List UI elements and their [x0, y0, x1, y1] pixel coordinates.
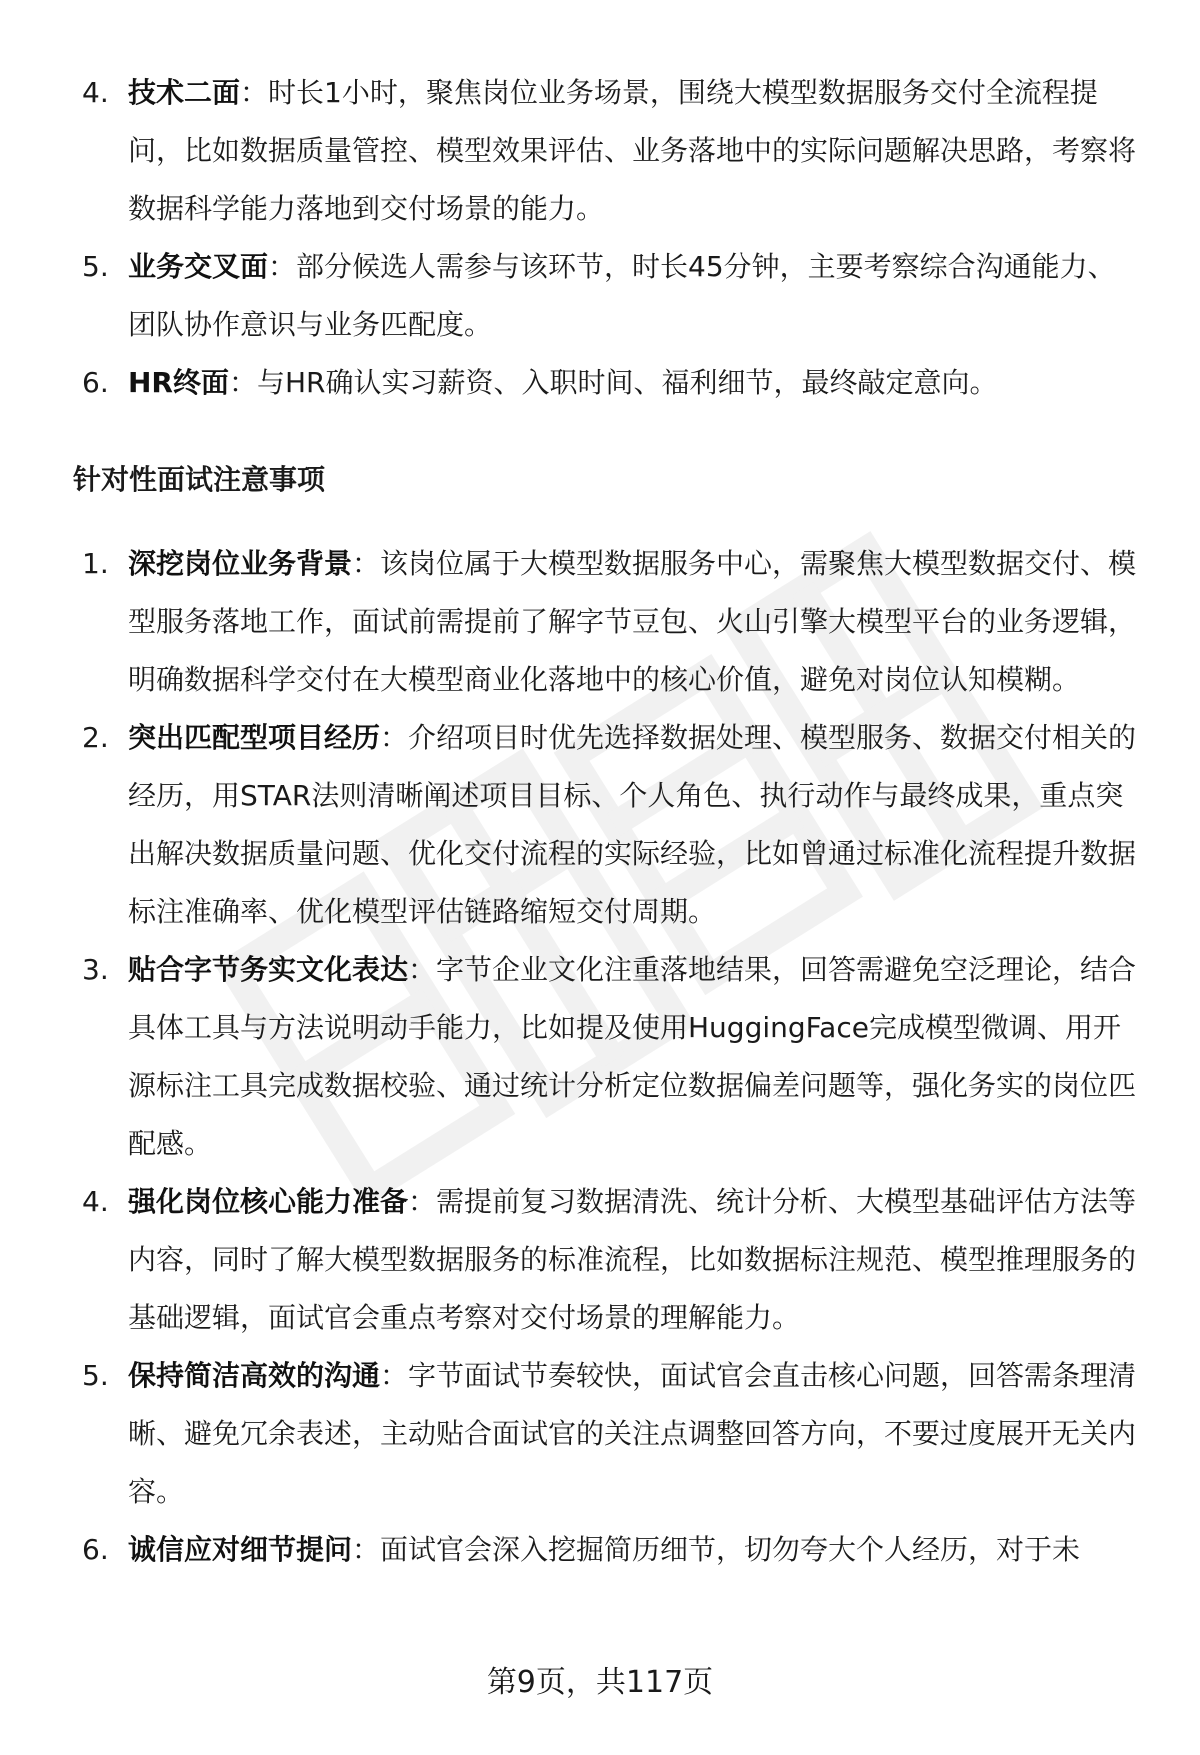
item-text: ：部分候选人需参与该环节，时长45分钟，主要考察综合沟通能力、团队协作意识与业务匹配度。: [128, 250, 1116, 341]
section-heading: 针对性面试注意事项: [73, 463, 326, 496]
list-item: [0, 1347, 1200, 1521]
item-text: ：面试官会深入挖掘简历细节，切勿夸大个人经历，对于未: [352, 1533, 1081, 1566]
item-term: 贴合字节务实文化表达: [128, 953, 409, 986]
item-term: 突出匹配型项目经历: [128, 721, 381, 754]
item-term: 技术二面: [128, 76, 241, 109]
list-number: 4.: [82, 1185, 109, 1218]
item-text: ：字节面试节奏较快，面试官会直击核心问题，回答需条理清晰、避免冗余表述，主动贴合面试官的关注点调整回答方向，不要过度展开无关内容。: [128, 1359, 1137, 1508]
item-term: HR终面: [128, 366, 229, 399]
list-number: 5.: [82, 1359, 109, 1392]
item-text: ：该岗位属于大模型数据服务中心，需聚焦大模型数据交付、模型服务落地工作，面试前需提前了解字节豆包、火山引擎大模型平台的业务逻辑，明确数据科学交付在大模型商业化落地中的核心价值，避免对岗位认知模糊。: [128, 547, 1137, 696]
item-text: ：时长1小时，聚焦岗位业务场景，围绕大模型数据服务交付全流程提问，比如数据质量管控、模型效果评估、业务落地中的实际问题解决思路，考察将数据科学能力落地到交付场景的能力。: [128, 76, 1137, 225]
list-item: [0, 1173, 1200, 1347]
item-text: ：需提前复习数据清洗、统计分析、大模型基础评估方法等内容，同时了解大模型数据服务的标准流程，比如数据标注规范、模型推理服务的基础逻辑，面试官会重点考察对交付场景的理解能力。: [128, 1185, 1137, 1334]
list-item: [0, 354, 1200, 412]
list-number: 3.: [82, 953, 109, 986]
list-number: 1.: [82, 547, 109, 580]
item-term: 业务交叉面: [128, 250, 269, 283]
list-item: [0, 535, 1200, 709]
page-footer: 第9页，共117页: [486, 1665, 714, 1700]
item-term: 深挖岗位业务背景: [128, 547, 353, 580]
interview-process-list: [0, 64, 1200, 412]
list-number: 4.: [82, 76, 109, 109]
list-number: 6.: [82, 1533, 109, 1566]
item-term: 强化岗位核心能力准备: [128, 1185, 409, 1218]
list-item: [0, 709, 1200, 941]
list-item: [0, 1521, 1200, 1579]
list-number: 2.: [82, 721, 109, 754]
interview-tips-list: [0, 535, 1200, 1579]
item-text: ：介绍项目时优先选择数据处理、模型服务、数据交付相关的经历，用STAR法则清晰阐述项目目标、个人角色、执行动作与最终成果，重点突出解决数据质量问题、优化交付流程的实际经验，比如曾通过标准化流程提升数据标注准确率、优化模型评估链路缩短交付周期。: [128, 721, 1137, 928]
item-text: ：与HR确认实习薪资、入职时间、福利细节，最终敲定意向。: [229, 366, 998, 399]
list-item: [0, 64, 1200, 238]
list-item: [0, 238, 1200, 354]
item-term: 诚信应对细节提问: [128, 1533, 353, 1566]
list-number: 6.: [82, 366, 109, 399]
list-item: [0, 941, 1200, 1173]
item-term: 保持简洁高效的沟通: [128, 1359, 381, 1392]
item-text: ：字节企业文化注重落地结果，回答需避免空泛理论，结合具体工具与方法说明动手能力，比如提及使用HuggingFace完成模型微调、用开源标注工具完成数据校验、通过统计分析定位数据偏差问题等，强化务实的岗位匹配感。: [128, 953, 1137, 1160]
list-number: 5.: [82, 250, 109, 283]
